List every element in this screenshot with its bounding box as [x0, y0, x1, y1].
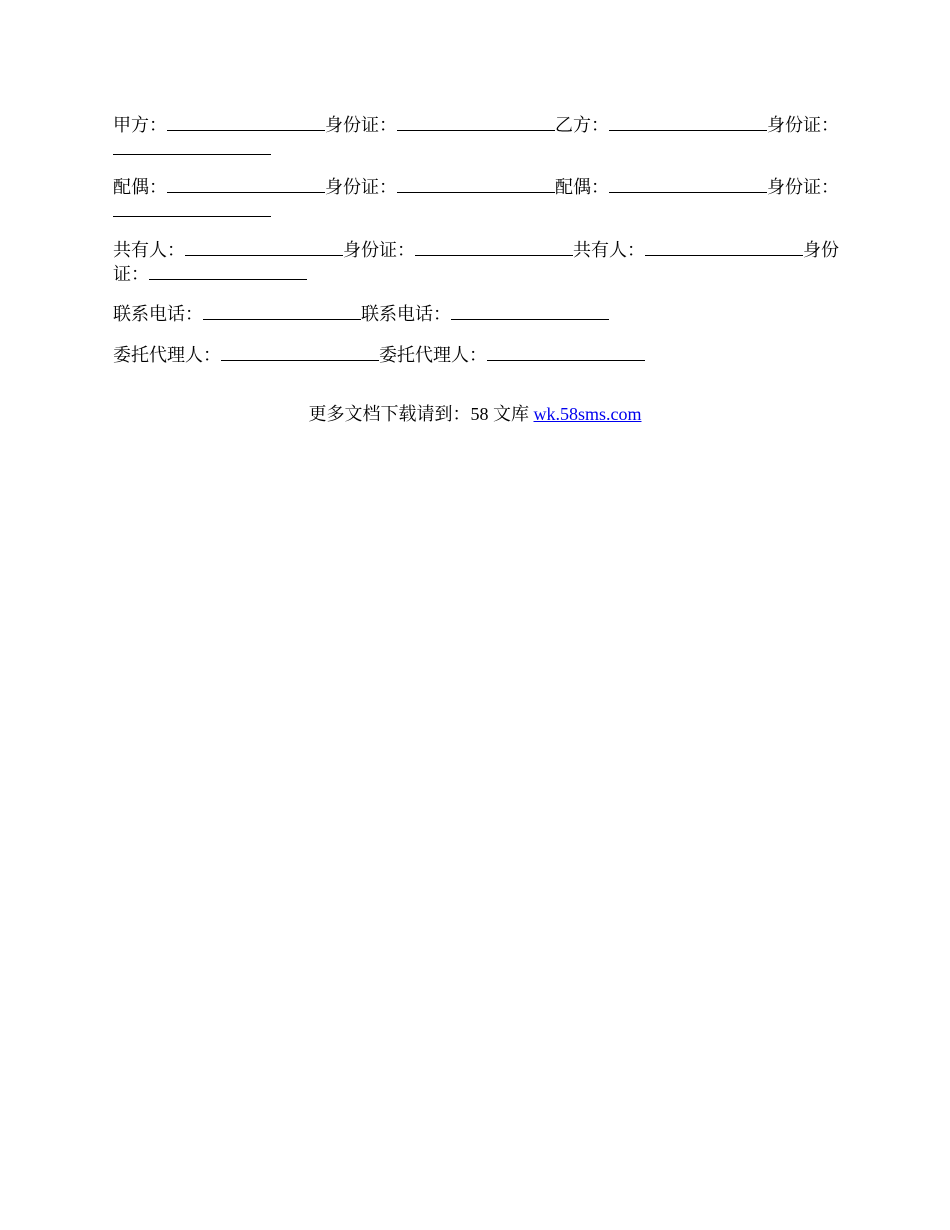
co-owner-a-label: 共有人：	[113, 240, 185, 260]
spouse-b-label: 配偶：	[555, 177, 609, 197]
co-owner-b-id-label: 身份证：	[113, 240, 839, 284]
spouse-a-blank	[167, 177, 325, 193]
phone-b-label: 联系电话：	[361, 304, 451, 324]
party-a-id-blank	[397, 115, 555, 131]
spouse-a-id-label: 身份证：	[325, 177, 397, 197]
party-a-row	[113, 113, 840, 161]
co-owner-a-id-blank	[415, 240, 573, 256]
co-owner-b-id-blank	[149, 264, 307, 280]
spouse-b-id-blank	[113, 201, 271, 217]
spouse-a-id-blank	[397, 177, 555, 193]
spouse-b-blank	[609, 177, 767, 193]
phone-row	[113, 302, 840, 326]
agent-b-label: 委托代理人：	[379, 345, 487, 365]
co-owner-b-blank	[645, 240, 803, 256]
party-b-blank	[609, 115, 767, 131]
agent-b-blank	[487, 345, 645, 361]
party-a-label: 甲方：	[113, 115, 167, 135]
party-b-id-blank	[113, 139, 271, 155]
spouse-row	[113, 175, 840, 223]
download-footer	[0, 402, 950, 426]
party-b-label: 乙方：	[555, 115, 609, 135]
party-a-id-label: 身份证：	[325, 115, 397, 135]
footer-prefix: 更多文档下载请到：58 文库	[308, 404, 534, 424]
site-link[interactable]: wk.58sms.com	[533, 404, 642, 424]
agent-a-blank	[221, 345, 379, 361]
phone-a-blank	[203, 304, 361, 320]
co-owner-a-blank	[185, 240, 343, 256]
co-owner-row	[113, 238, 840, 286]
phone-a-label: 联系电话：	[113, 304, 203, 324]
agent-a-label: 委托代理人：	[113, 345, 221, 365]
party-a-blank	[167, 115, 325, 131]
spouse-b-id-label: 身份证：	[767, 177, 839, 197]
co-owner-a-id-label: 身份证：	[343, 240, 415, 260]
phone-b-blank	[451, 304, 609, 320]
agent-row	[113, 343, 840, 367]
spouse-a-label: 配偶：	[113, 177, 167, 197]
party-b-id-label: 身份证：	[767, 115, 839, 135]
co-owner-b-label: 共有人：	[573, 240, 645, 260]
